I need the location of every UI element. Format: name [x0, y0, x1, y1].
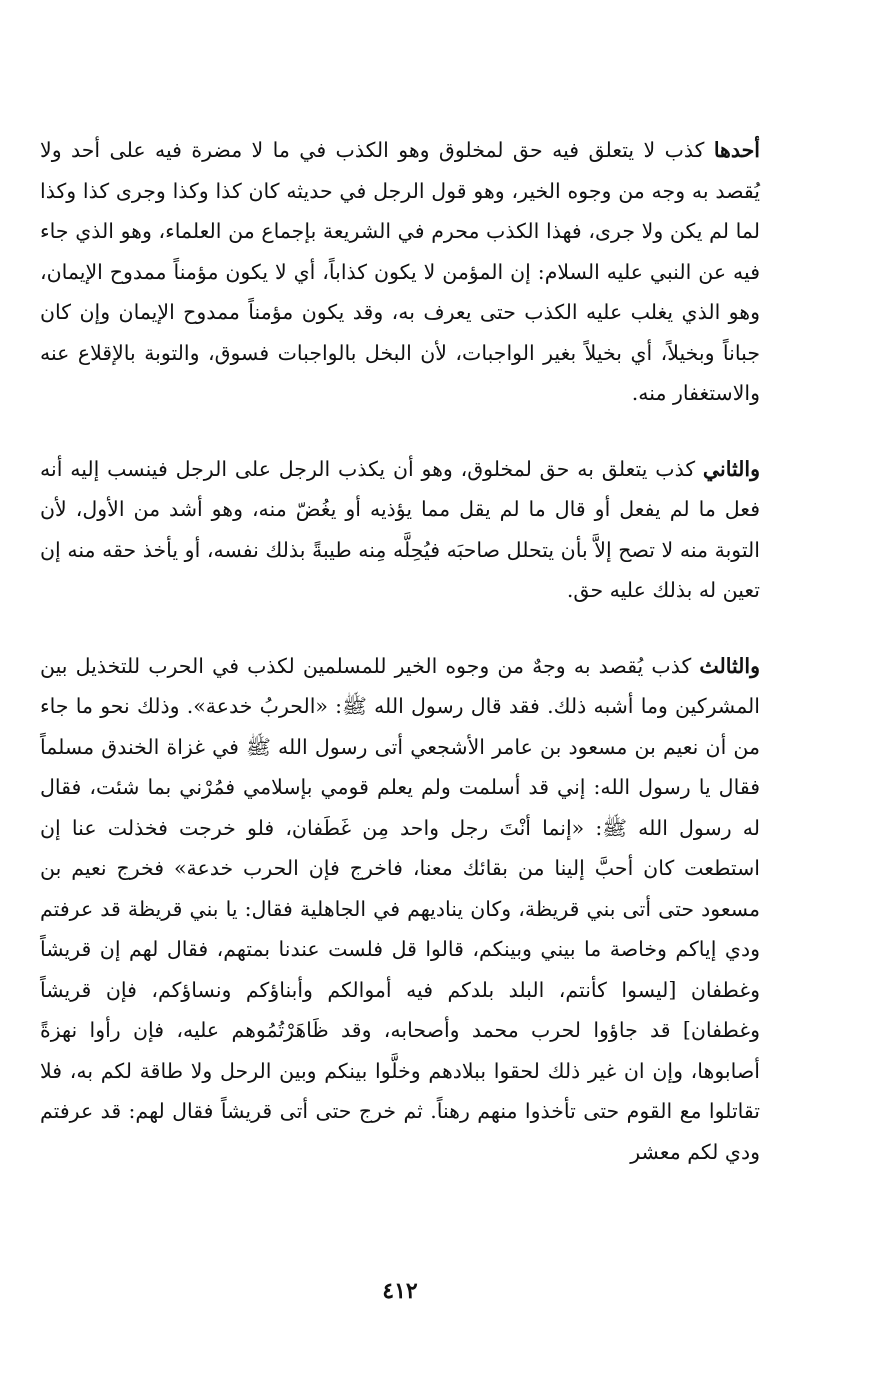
paragraph-first [40, 130, 760, 414]
paragraph-third [40, 646, 760, 1173]
paragraph-text: كذب لا يتعلق فيه حق لمخلوق وهو الكذب في ما لا مضرة فيه على أحد ولا يُقصد به وجه من وجوه الخير، وهو قول الرجل في حديثه كان كذا وكذا وجرى كذا وكذا لما لم يكن ولا جرى، فهذا الكذب محرم في الشريعة بإجماع من العلماء، وهو الذي جاء فيه عن النبي عليه السلام: إن المؤمن لا يكون كذاباً، أي لا يكون مؤمناً ممدوح الإيمان، وهو الذي يغلب عليه الكذب حتى يعرف به، وقد يكون مؤمناً ممدوح الإيمان وإن كان جباناً وبخيلاً، أي بخيلاً بغير الواجبات، لأن البخل بالواجبات فسوق، والتوبة بالإقلاع عنه والاستغفار منه. [40, 138, 760, 405]
paragraph-second [40, 449, 760, 611]
paragraph-lead-word: والثالث [699, 653, 760, 678]
page-body [40, 130, 760, 1172]
paragraph-lead-word: والثاني [702, 456, 760, 481]
paragraph-lead-word: أحدها [713, 138, 760, 162]
paragraph-text: كذب يتعلق به حق لمخلوق، وهو أن يكذب الرجل على الرجل فينسب إليه أنه فعل ما لم يفعل أو قال ما لم يقل مما يؤذيه أو يغُضّ منه، وهو أشد من الأول، لأن التوبة منه لا تصح إلاَّ بأن يتحلل صاحبَه فيُحِلَّه مِنه طيبةً بذلك نفسه، أو يأخذ حقه منه إن تعين له بذلك عليه حق. [40, 456, 760, 602]
paragraph-text: كذب يُقصد به وجهٌ من وجوه الخير للمسلمين لكذب في الحرب للتخذيل بين المشركين وما أشبه ذلك. فقد قال رسول الله ﷺ: «الحربُ خدعة». وذلك نحو ما جاء من أن نعيم بن مسعود بن عامر الأشجعي أتى رسول الله ﷺ في غزاة الخندق مسلماً فقال يا رسول الله: إني قد أسلمت ولم يعلم قومي بإسلامي فمُرْني بما شئت، فقال له رسول الله ﷺ: «إنما أنْتَ رجل واحد مِن غَطَفان، فلو خرجت فخذلت عنا إن استطعت كان أحبَّ إلينا من بقائك معنا، فاخرج فإن الحرب خدعة» فخرج نعيم بن مسعود حتى أتى بني قريظة، وكان يناديهم في الجاهلية فقال: يا بني قريظة قد عرفتم ودي إياكم وخاصة ما بيني وبينكم، قالوا قل فلست عندنا بمتهم، فقال لهم إن قريشاً وغطفان [ليسوا كأنتم، البلد بلدكم فيه أموالكم وأبناؤكم ونساؤكم، فإن قريشاً وغطفان] قد جاؤوا لحرب محمد وأصحابه، وقد ظَاهَرْتُمُوهم عليه، فإن رأوا نهزةً أصابوها، وإن ان غير ذلك لحقوا ببلادهم وخلَّوا بينكم وبين الرحل ولا طاقة لكم به، فلا تقاتلوا مع القوم حتى تأخذوا منهم رهناً. ثم خرج حتى أتى قريشاً فقال لهم: قد عرفتم ودي لكم معشر [40, 653, 760, 1164]
page-number: ٤١٢ [382, 1278, 418, 1304]
